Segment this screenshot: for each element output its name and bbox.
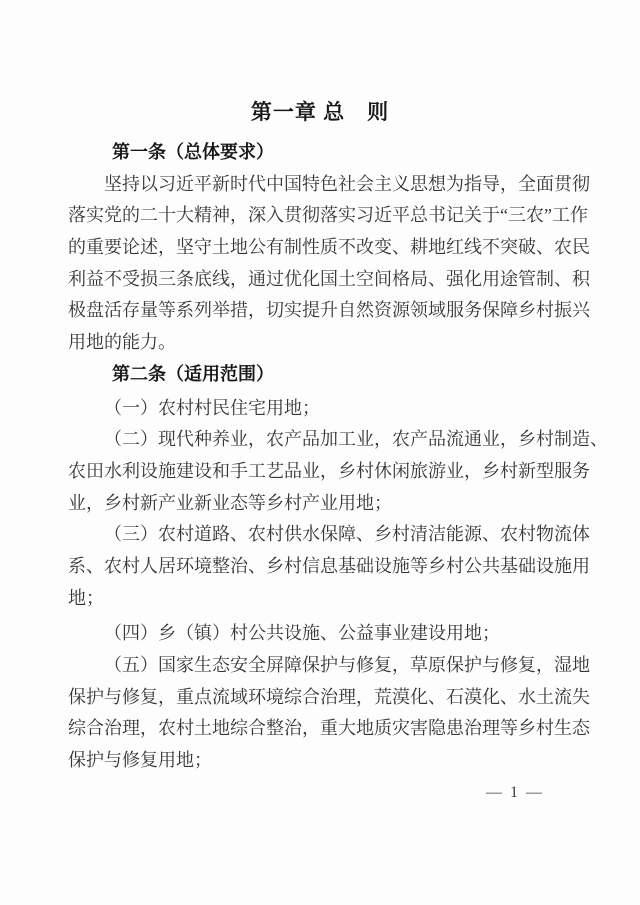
- list-item-line: （三）农村道路、农村供水保障、乡村清洁能源、农村物流体: [104, 524, 590, 545]
- list-item-line: （一）农村村民住宅用地；: [104, 397, 320, 418]
- list-item-line: 综合治理，农村土地综合整治，重大地质灾害隐患治理等乡村生态: [68, 718, 590, 739]
- list-item-line: （四）乡（镇）村公共设施、公益事业建设用地；: [104, 623, 500, 644]
- list-item-line: 保护与修复用地；: [68, 750, 212, 771]
- article-2-heading: 第二条（适用范围）: [112, 363, 274, 384]
- text-line: 极盘活存量等系列举措，切实提升自然资源领域服务保障乡村振兴: [68, 300, 590, 321]
- list-item-line: （五）国家生态安全屏障保护与修复，草原保护与修复，湿地: [104, 655, 590, 675]
- text-line: 用地的能力。: [68, 332, 176, 353]
- document-content: [68, 94, 608, 777]
- text-line: 利益不受损三条底线，通过优化国土空间格局、强化用途管制、积: [68, 268, 590, 289]
- list-item-line: （二）现代种养业，农产品加工业，农产品流通业，乡村制造、: [104, 429, 608, 450]
- article-1-heading: 第一条（总体要求）: [112, 142, 274, 162]
- text-line: 的重要论述，坚守土地公有制性质不改变、耕地红线不突破、农民: [68, 237, 590, 258]
- list-item-line: 农田水利设施建设和手工艺品业，乡村休闲旅游业，乡村新型服务: [68, 460, 590, 481]
- chapter-title: 第一章 总 则: [250, 100, 390, 124]
- page-number: — 1 —: [486, 784, 544, 801]
- text-line: 落实党的二十大精神，深入贯彻落实习近平总书记关于“三农”工作: [68, 205, 588, 226]
- list-item-line: 地；: [68, 587, 104, 608]
- text-line: 坚持以习近平新时代中国特色社会主义思想为指导，全面贯彻: [104, 173, 590, 194]
- list-item-line: 保护与修复，重点流域环境综合治理，荒漠化、石漠化、水土流失: [68, 686, 590, 707]
- list-item-line: 业，乡村新产业新业态等乡村产业用地；: [68, 492, 392, 513]
- list-item-line: 系、农村人居环境整治、乡村信息基础设施等乡村公共基础设施用: [68, 555, 590, 576]
